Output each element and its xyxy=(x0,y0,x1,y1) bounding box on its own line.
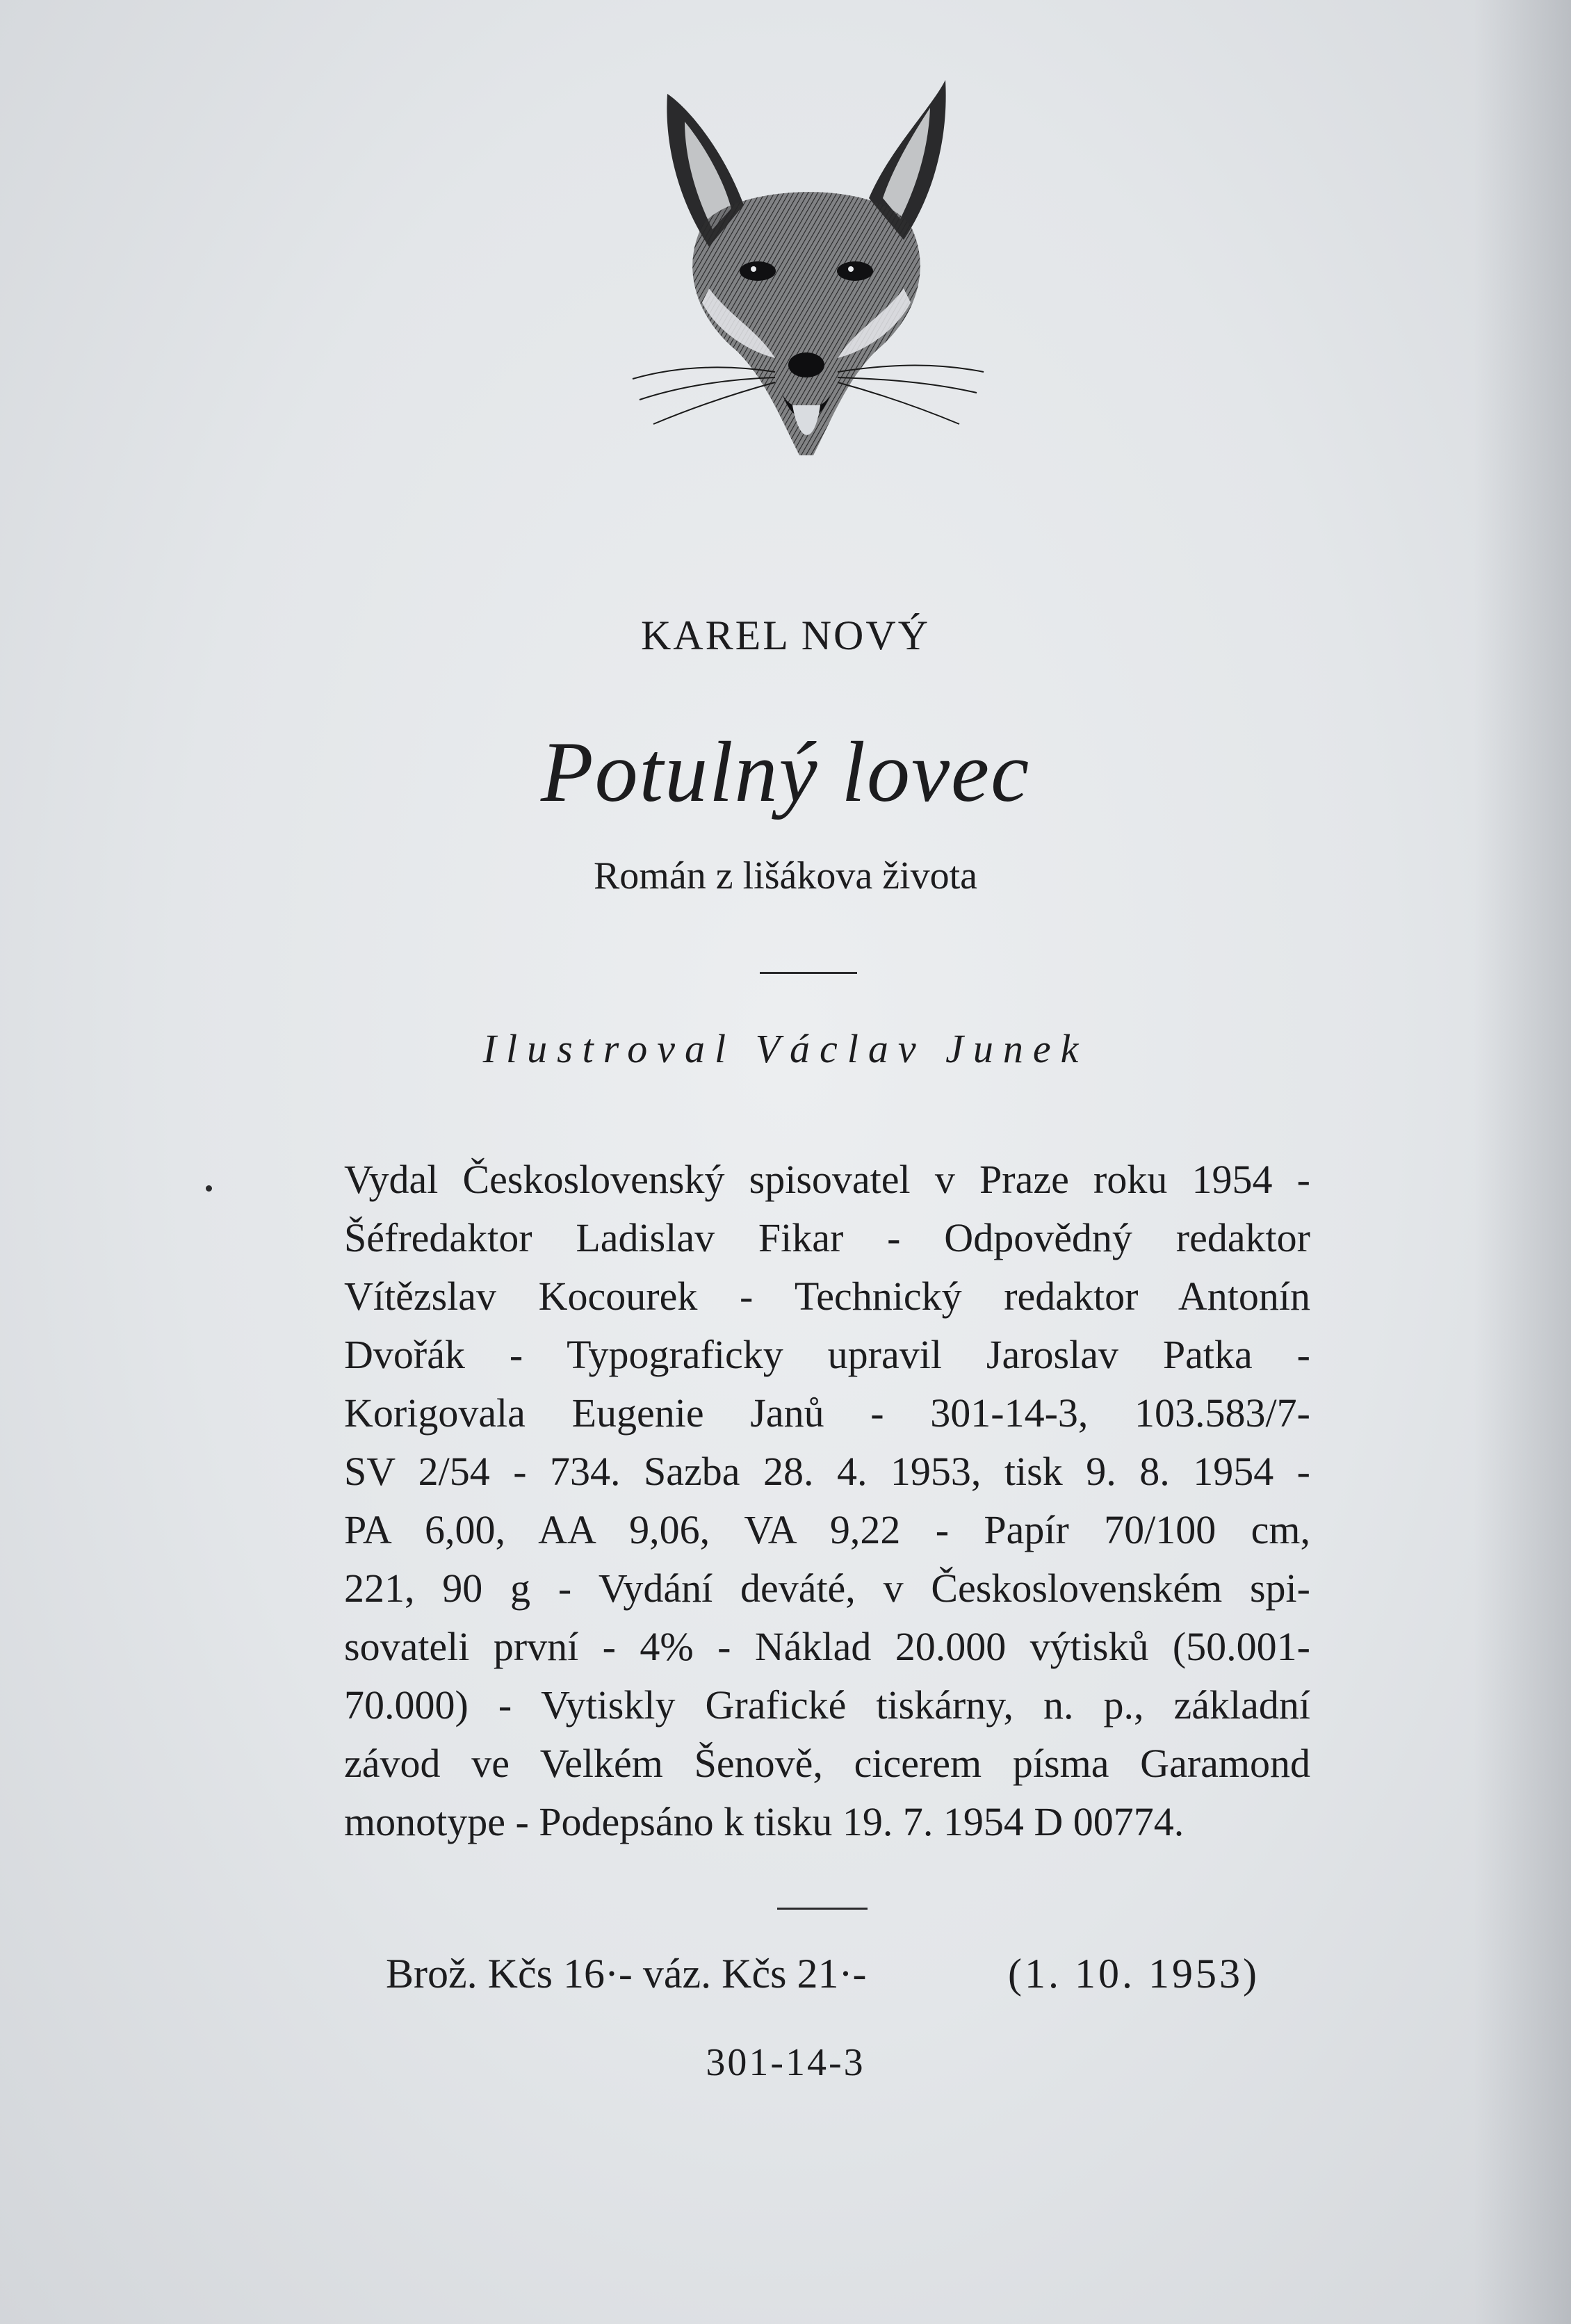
imprint-line: Šéfredaktor Ladislav Fikar - Odpovědný redaktor xyxy=(344,1215,1310,1260)
book-title: Potulný lovec xyxy=(540,724,1031,820)
imprint-line: PA 6,00, AA 9,06, VA 9,22 - Papír 70/100 cm, xyxy=(344,1507,1310,1552)
price-info: Brož. Kčs 16·- váz. Kčs 21·- xyxy=(386,1951,867,1997)
imprint-line: sovateli první - 4% - Náklad 20.000 výtisků (50.001- xyxy=(344,1624,1310,1669)
imprint-line: Vítězslav Kocourek - Technický redaktor Antonín xyxy=(344,1274,1310,1319)
imprint-line: Dvořák - Typograficky upravil Jaroslav Patka - xyxy=(344,1332,1310,1377)
divider xyxy=(777,1908,868,1910)
fox-head-icon xyxy=(626,66,987,469)
catalog-code: 301-14-3 xyxy=(706,2041,865,2084)
price-date: (1. 10. 1953) xyxy=(1008,1951,1260,1997)
author-name: KAREL NOVÝ xyxy=(640,612,931,658)
imprint-line: 221, 90 g - Vydání deváté, v Československém spi- xyxy=(344,1566,1310,1611)
stray-mark xyxy=(206,1185,212,1192)
imprint-block xyxy=(344,1151,1310,1851)
illustrator-credit: Ilustroval Václav Junek xyxy=(482,1026,1089,1071)
imprint-line: Korigovala Eugenie Janů - 301-14-3, 103.583/7- xyxy=(344,1390,1310,1436)
divider xyxy=(760,972,857,974)
book-subtitle: Román z lišákova života xyxy=(593,854,978,897)
imprint-line: SV 2/54 - 734. Sazba 28. 4. 1953, tisk 9. 8. 1954 - xyxy=(344,1449,1310,1494)
imprint-line: Vydal Československý spisovatel v Praze roku 1954 - xyxy=(344,1157,1310,1202)
imprint-line: monotype - Podepsáno k tisku 19. 7. 1954 D 00774. xyxy=(344,1799,1185,1844)
imprint-line: 70.000) - Vytiskly Grafické tiskárny, n. p., základní xyxy=(344,1682,1310,1728)
imprint-line: závod ve Velkém Šenově, cicerem písma Garamond xyxy=(344,1741,1310,1786)
